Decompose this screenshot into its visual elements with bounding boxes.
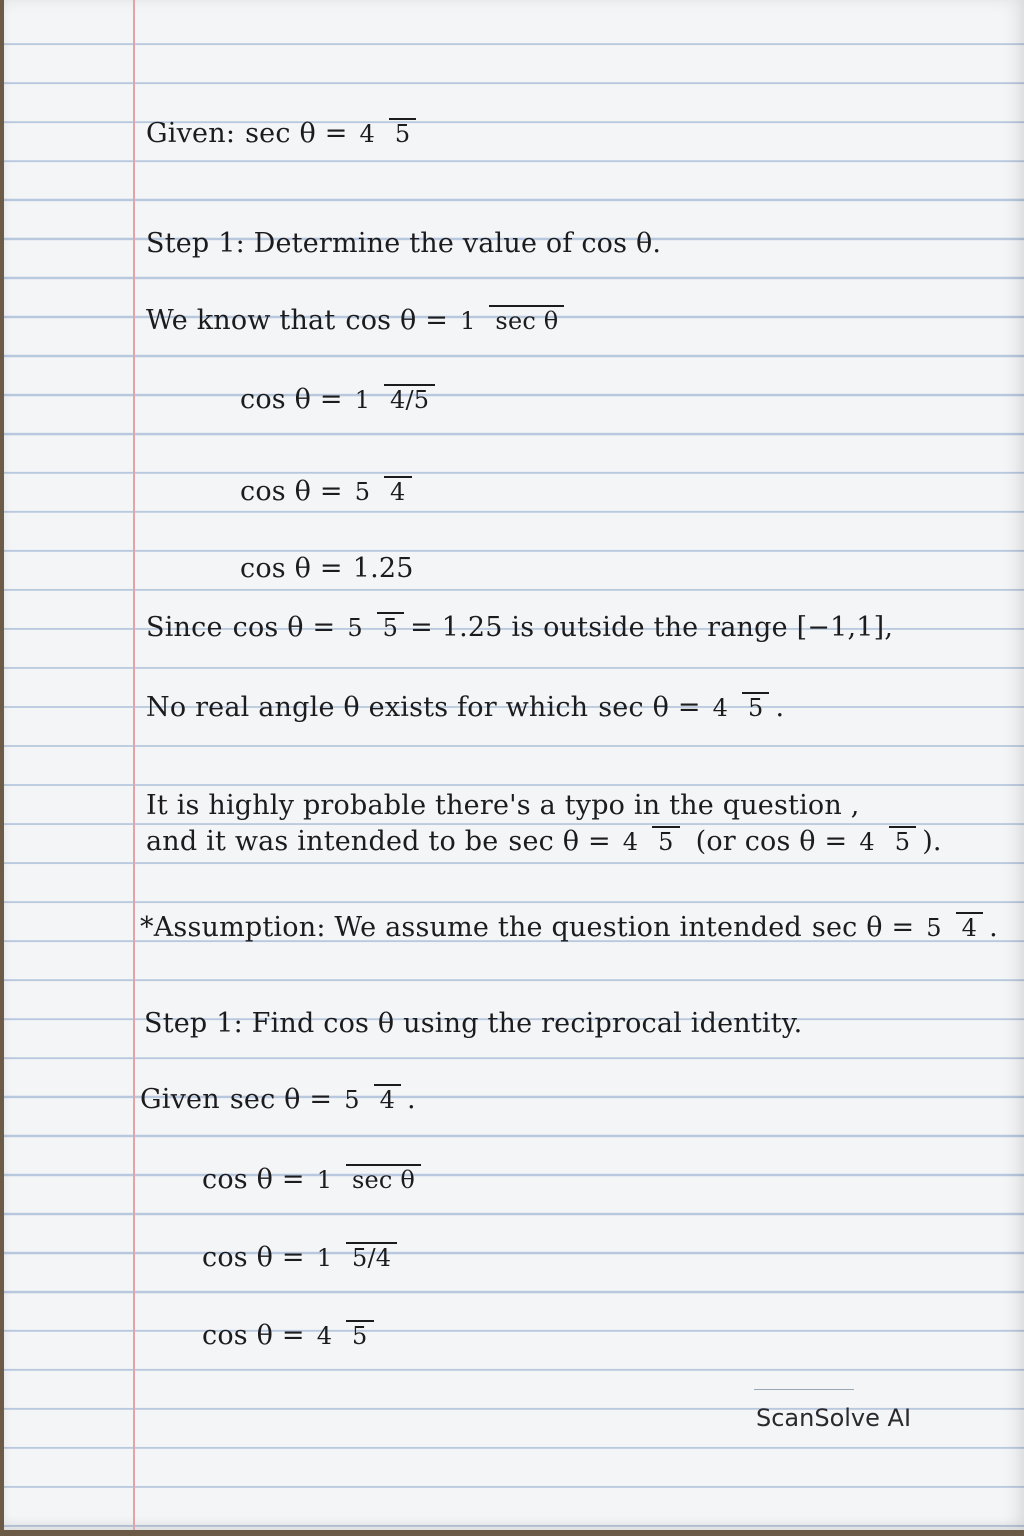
- typo-denominator: 5: [652, 826, 679, 855]
- assumption-fraction: [920, 912, 983, 943]
- eq6-numerator: 4: [316, 1322, 333, 1350]
- eq6-fraction: [311, 1320, 374, 1351]
- no-real-end: .: [775, 692, 785, 724]
- eq3-value: 1.25: [352, 553, 414, 584]
- typo-line-2: [146, 826, 942, 857]
- given-2-lhs: sec θ =: [229, 1084, 333, 1116]
- since-lhs: cos θ =: [232, 612, 336, 644]
- given-denominator: 5: [389, 118, 416, 147]
- no-real-fraction: [707, 692, 770, 723]
- eq2-lhs: cos θ =: [240, 476, 343, 508]
- typo-fraction-2: [853, 826, 916, 857]
- given-lhs: sec θ =: [245, 118, 348, 150]
- given-2-line: [140, 1084, 416, 1115]
- identity-line: [146, 305, 570, 336]
- since-rest: = 1.25 is outside the range [−1,1],: [410, 612, 894, 644]
- given-numerator: 4: [359, 120, 376, 148]
- eq4-numerator: 1: [316, 1166, 333, 1194]
- typo-text-1: It is highly probable there's a typo in the question ,: [146, 790, 860, 821]
- eq1-numerator: 1: [354, 386, 371, 414]
- no-real-angle-line: [146, 692, 784, 723]
- step1-heading: [146, 228, 661, 259]
- identity-text: We know that: [146, 305, 336, 337]
- equation-4: [202, 1164, 427, 1195]
- typo-text-2: and it was intended to be: [146, 826, 499, 858]
- identity-lhs: cos θ =: [345, 305, 449, 337]
- given-2-fraction: [338, 1084, 401, 1115]
- typo-denominator-2: 5: [889, 826, 916, 855]
- signature-text: ScanSolve AI: [756, 1404, 912, 1432]
- eq4-lhs: cos θ =: [202, 1164, 305, 1196]
- eq3-lhs: cos θ =: [240, 553, 343, 584]
- eq5-numerator: 1: [316, 1244, 333, 1272]
- given-2-text: Given: [140, 1084, 220, 1116]
- equation-3: [240, 553, 414, 584]
- eq5-fraction: [311, 1242, 398, 1273]
- no-real-text: No real angle θ exists for which: [146, 692, 589, 724]
- signature-rule: [754, 1389, 854, 1390]
- step1-text: Step 1: Determine the value of cos θ.: [146, 228, 662, 259]
- identity-denominator: sec θ: [489, 305, 564, 334]
- margin-line: [133, 0, 135, 1530]
- typo-lhs: sec θ =: [508, 826, 611, 858]
- assumption-numerator: 5: [926, 914, 942, 942]
- identity-numerator: 1: [460, 307, 476, 335]
- equation-6: [202, 1320, 380, 1351]
- eq4-denominator: sec θ: [346, 1164, 421, 1193]
- eq2-denominator: 4: [384, 476, 411, 505]
- assumption-text: *Assumption: We assume the question intended: [140, 912, 802, 944]
- since-numerator: 5: [347, 614, 363, 642]
- assumption-lhs: sec θ =: [811, 912, 915, 944]
- assumption-denominator: 4: [956, 912, 983, 941]
- given-line: [146, 118, 422, 149]
- step1-find-heading: [144, 1008, 802, 1039]
- given-2-end: .: [407, 1084, 416, 1116]
- typo-line-1: [146, 790, 860, 821]
- eq1-denominator: 4/5: [384, 384, 435, 413]
- no-real-lhs: sec θ =: [598, 692, 701, 724]
- since-fraction: [341, 612, 404, 643]
- assumption-line: [140, 912, 998, 943]
- typo-numerator-2: 4: [859, 828, 875, 856]
- eq1-lhs: cos θ =: [240, 384, 343, 416]
- identity-fraction: [454, 305, 564, 336]
- since-prefix: Since: [146, 612, 223, 644]
- typo-numerator: 4: [622, 828, 639, 856]
- eq1-fraction: [349, 384, 436, 415]
- no-real-denominator: 5: [742, 692, 769, 721]
- eq6-denominator: 5: [346, 1320, 373, 1349]
- typo-close: ).: [922, 826, 942, 858]
- given-2-denominator: 4: [374, 1084, 401, 1113]
- given-label: Given:: [146, 118, 236, 150]
- equation-2: [240, 476, 418, 507]
- eq2-fraction: [349, 476, 412, 507]
- eq6-lhs: cos θ =: [202, 1320, 305, 1352]
- since-line: [146, 612, 893, 643]
- typo-fraction: [617, 826, 680, 857]
- since-denominator: 5: [377, 612, 404, 641]
- eq5-denominator: 5/4: [346, 1242, 397, 1271]
- given-fraction: [354, 118, 417, 149]
- step1-find-text: Step 1: Find cos θ using the reciprocal identity.: [144, 1008, 803, 1039]
- eq5-lhs: cos θ =: [202, 1242, 305, 1274]
- assumption-end: .: [989, 912, 998, 944]
- notebook-paper: [4, 0, 1024, 1530]
- eq2-numerator: 5: [354, 478, 371, 506]
- eq4-fraction: [311, 1164, 421, 1195]
- given-2-numerator: 5: [344, 1086, 360, 1114]
- equation-5: [202, 1242, 403, 1273]
- no-real-numerator: 4: [712, 694, 729, 722]
- typo-or-text: (or cos θ =: [695, 826, 848, 858]
- equation-1: [240, 384, 441, 415]
